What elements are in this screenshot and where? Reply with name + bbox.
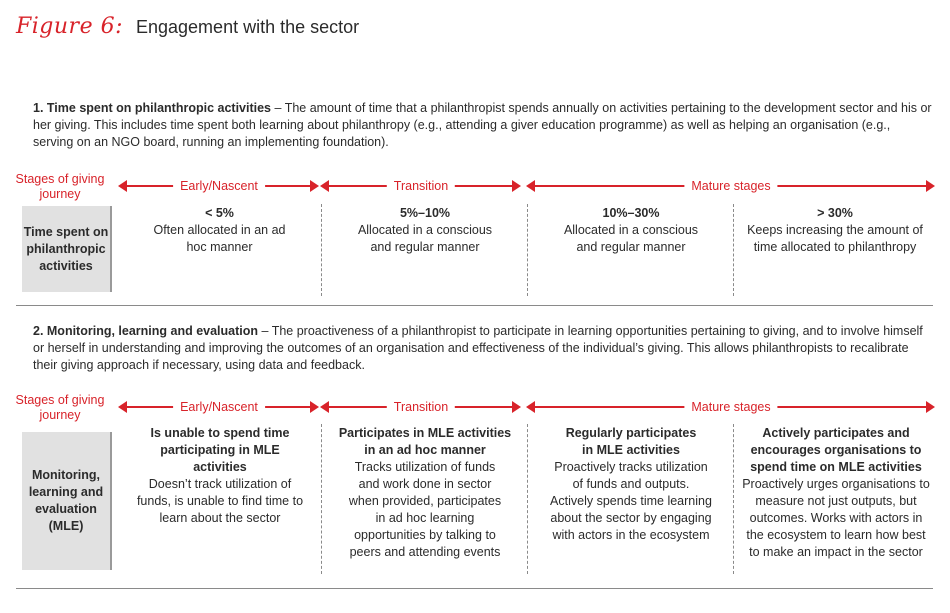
section2-cell-3-heading: Regularly participates in MLE activities xyxy=(565,426,697,457)
section2-cell-4-text: Proactively urges organisations to measure not just outputs, but outcomes. Works with actors in the ecosystem to learn how best to make an impact in the sector xyxy=(742,477,930,559)
section1-cell-4-heading: > 30% xyxy=(817,206,853,220)
section2-cell-3-text: Proactively tracks utilization of funds and outputs. Actively spends time learning about the sector by engaging with actors in the ecosystem xyxy=(550,460,712,542)
section1-row-label: Time spent on philanthropic activities xyxy=(22,206,112,292)
section2-divider-3 xyxy=(733,424,734,574)
figure-label: Figure 6: xyxy=(16,14,123,39)
section2-phase-mature: Mature stages xyxy=(684,400,777,414)
section1-description-text: – The amount of time that a philanthropist spends annually on activities pertaining to the development sector and his or her giving. This includes time spent both learning about philanthropy (e.g., attending a giver education programme) as well as helping an organisation (e.g., serving on an NGO board, running an implementing foundation). xyxy=(33,101,932,149)
section1-divider-2 xyxy=(527,204,528,296)
section2-cell-2-heading: Participates in MLE activities in an ad hoc manner xyxy=(338,426,512,457)
section-divider xyxy=(16,305,933,306)
section1-cell-2-heading: 5%–10% xyxy=(399,206,451,220)
section2-cell-2 xyxy=(328,425,522,561)
section1-phase-transition: Transition xyxy=(387,179,455,193)
section2-divider-2 xyxy=(527,424,528,574)
figure-title: Engagement with the sector xyxy=(136,17,360,37)
section2-cell-1-text: Doesn’t track utilization of funds, is unable to find time to learn about the sector xyxy=(136,477,304,525)
section1-cell-3-heading: 10%–30% xyxy=(602,206,660,220)
section2-divider-1 xyxy=(321,424,322,574)
section1-stages-label: Stages of giving journey xyxy=(15,172,105,201)
section2-heading: 2. Monitoring, learning and evaluation xyxy=(33,324,259,338)
section1-cell-4-text: Keeps increasing the amount of time allocated to philanthropy xyxy=(747,223,923,254)
section1-cell-2-text: Allocated in a conscious and regular manner xyxy=(357,223,493,254)
section1-cell-2 xyxy=(326,205,524,256)
section2-row-label: Monitoring, learning and evaluation (MLE) xyxy=(22,432,112,570)
section2-phase-early: Early/Nascent xyxy=(173,400,265,414)
section2-cell-4 xyxy=(740,425,932,561)
section2-stages-label: Stages of giving journey xyxy=(15,393,105,422)
section1-cell-3-text: Allocated in a conscious and regular manner xyxy=(563,223,699,254)
section2-cell-1 xyxy=(124,425,316,527)
section1-cell-4 xyxy=(737,205,933,256)
section2-description xyxy=(33,323,933,374)
section1-phase-mature: Mature stages xyxy=(684,179,777,193)
section2-description-text: – The proactiveness of a philanthropist to participate in learning opportunities pertaining to giving, and to involve himself or herself in understanding and improving the outcomes of an organisation and effectiveness of the individual’s giving. This allows philanthropists to recalibrate their giving approach if necessary, using data and feedback. xyxy=(33,324,923,372)
bottom-divider xyxy=(16,588,933,589)
section2-cell-4-heading: Actively participates and encourages organisations to spend time on MLE activities xyxy=(750,426,922,474)
section1-cell-1 xyxy=(122,205,317,256)
section2-cell-2-text: Tracks utilization of funds and work done in sector when provided, participates in ad hoc learning opportunities by talking to peers and attending events xyxy=(348,460,502,559)
section1-divider-1 xyxy=(321,204,322,296)
section1-heading: 1. Time spent on philanthropic activities xyxy=(33,101,272,115)
section1-cell-3 xyxy=(532,205,730,256)
section2-phase-transition: Transition xyxy=(387,400,455,414)
section2-cell-1-heading: Is unable to spend time participating in MLE activities xyxy=(150,426,290,474)
section2-cell-3 xyxy=(534,425,728,544)
section1-divider-3 xyxy=(733,204,734,296)
section1-phase-early: Early/Nascent xyxy=(173,179,265,193)
section1-description xyxy=(33,100,933,151)
section1-cell-1-text: Often allocated in an ad hoc manner xyxy=(153,223,286,254)
section1-cell-1-heading: < 5% xyxy=(205,206,234,220)
